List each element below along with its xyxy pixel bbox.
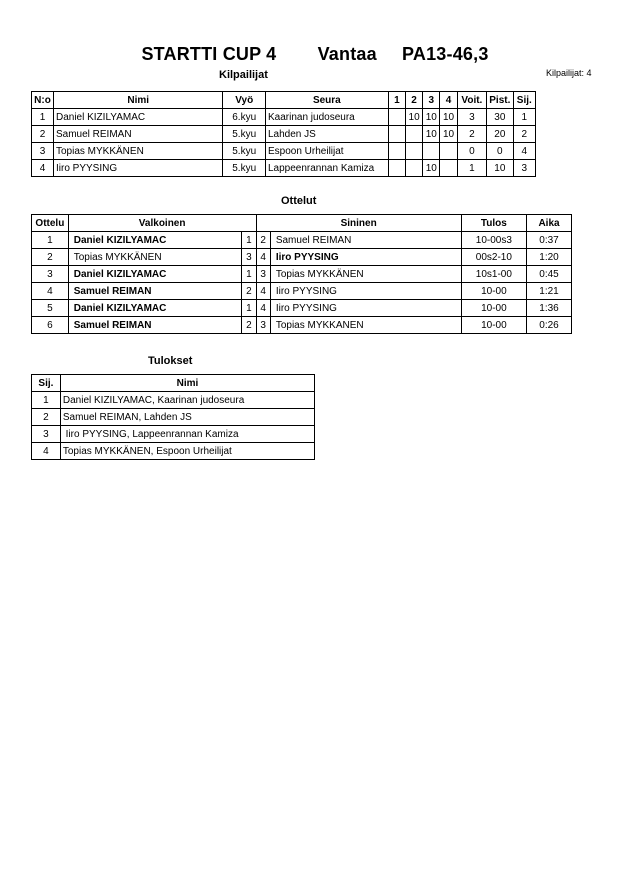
competitor-name: Daniel KIZILYAMAC (53, 109, 222, 126)
col-result: Tulos (461, 215, 526, 232)
competitor-wins: 0 (457, 143, 486, 160)
blue-competitor: Topias MYKKÄNEN (270, 266, 461, 283)
round-3-score: 10 (423, 126, 440, 143)
match-number: 2 (32, 249, 69, 266)
matches-table (31, 214, 572, 334)
blue-competitor: Iiro PYYSING (270, 249, 461, 266)
competitor-club: Lappeenrannan Kamiza (265, 160, 388, 177)
match-number: 1 (32, 232, 69, 249)
col-round-3: 3 (423, 92, 440, 109)
white-competitor: Topias MYKKÄNEN (68, 249, 242, 266)
match-row (32, 266, 572, 283)
match-time: 0:37 (527, 232, 572, 249)
round-4-score: 10 (440, 126, 457, 143)
competitor-number: 3 (32, 143, 54, 160)
blue-competitor: Topias MYKKANEN (270, 317, 461, 334)
col-blue: Sininen (256, 215, 461, 232)
match-time: 1:36 (527, 300, 572, 317)
competitor-name: Iiro PYYSING (53, 160, 222, 177)
competitor-row (32, 126, 536, 143)
round-4-score (440, 143, 457, 160)
blue-competitor: Samuel REIMAN (270, 232, 461, 249)
col-white: Valkoinen (68, 215, 256, 232)
match-row (32, 283, 572, 300)
round-2-score (405, 160, 422, 177)
match-result: 10-00 (461, 300, 526, 317)
round-1-score (388, 126, 405, 143)
competitors-count: Kilpailijat: 4 (546, 68, 592, 78)
match-time: 0:26 (527, 317, 572, 334)
col-number: N:o (32, 92, 54, 109)
blue-competitor: Iiro PYYSING (270, 283, 461, 300)
competitor-belt: 5.kyu (223, 126, 266, 143)
white-competitor-number: 2 (242, 283, 256, 300)
blue-competitor-number: 4 (256, 283, 270, 300)
results-heading: Tulokset (148, 355, 193, 367)
competitor-row (32, 143, 536, 160)
round-1-score (388, 160, 405, 177)
result-name: Iiro PYYSING, Lappeenrannan Kamiza (60, 426, 314, 443)
competitor-club: Kaarinan judoseura (265, 109, 388, 126)
result-place: 1 (32, 392, 61, 409)
competitor-belt: 6.kyu (223, 109, 266, 126)
result-place: 2 (32, 409, 61, 426)
matches-header-row (32, 215, 572, 232)
col-round-1: 1 (388, 92, 405, 109)
competitor-wins: 2 (457, 126, 486, 143)
col-round-2: 2 (405, 92, 422, 109)
competitor-number: 2 (32, 126, 54, 143)
result-row (32, 392, 315, 409)
col-match-number: Ottelu (32, 215, 69, 232)
round-1-score (388, 143, 405, 160)
col-place: Sij. (513, 92, 535, 109)
match-number: 5 (32, 300, 69, 317)
blue-competitor-number: 2 (256, 232, 270, 249)
event-title: STARTTI CUP 4 (141, 44, 277, 64)
match-row (32, 317, 572, 334)
blue-competitor: Iiro PYYSING (270, 300, 461, 317)
competitor-belt: 5.kyu (223, 143, 266, 160)
competitors-header-row (32, 92, 536, 109)
col-round-4: 4 (440, 92, 457, 109)
result-name: Topias MYKKÄNEN, Espoon Urheilijat (60, 443, 314, 460)
round-2-score (405, 126, 422, 143)
white-competitor: Samuel REIMAN (68, 317, 242, 334)
result-place: 4 (32, 443, 61, 460)
col-name: Nimi (53, 92, 222, 109)
match-number: 6 (32, 317, 69, 334)
competitor-points: 20 (487, 126, 514, 143)
match-result: 10-00 (461, 283, 526, 300)
white-competitor-number: 1 (242, 266, 256, 283)
col-time: Aika (527, 215, 572, 232)
col-belt: Vyö (223, 92, 266, 109)
match-time: 1:20 (527, 249, 572, 266)
competitor-row (32, 109, 536, 126)
result-name: Daniel KIZILYAMAC, Kaarinan judoseura (60, 392, 314, 409)
competitor-place: 4 (513, 143, 535, 160)
competitor-number: 4 (32, 160, 54, 177)
competitor-belt: 5.kyu (223, 160, 266, 177)
match-result: 10-00s3 (461, 232, 526, 249)
competitor-wins: 3 (457, 109, 486, 126)
competitor-wins: 1 (457, 160, 486, 177)
white-competitor: Daniel KIZILYAMAC (68, 300, 242, 317)
blue-competitor-number: 3 (256, 317, 270, 334)
match-result: 10s1-00 (461, 266, 526, 283)
white-competitor: Daniel KIZILYAMAC (68, 232, 242, 249)
result-row (32, 443, 315, 460)
results-header-row (32, 375, 315, 392)
blue-competitor-number: 4 (256, 249, 270, 266)
white-competitor: Samuel REIMAN (68, 283, 242, 300)
matches-heading: Ottelut (281, 195, 317, 207)
blue-competitor-number: 3 (256, 266, 270, 283)
col-result-place: Sij. (32, 375, 61, 392)
match-time: 1:21 (527, 283, 572, 300)
competitor-place: 3 (513, 160, 535, 177)
white-competitor-number: 1 (242, 300, 256, 317)
results-table (31, 374, 315, 460)
white-competitor-number: 3 (242, 249, 256, 266)
match-result: 10-00 (461, 317, 526, 334)
match-time: 0:45 (527, 266, 572, 283)
match-row (32, 249, 572, 266)
round-4-score: 10 (440, 109, 457, 126)
round-4-score (440, 160, 457, 177)
competitor-club: Espoon Urheilijat (265, 143, 388, 160)
competitor-points: 0 (487, 143, 514, 160)
col-result-name: Nimi (60, 375, 314, 392)
white-competitor-number: 1 (242, 232, 256, 249)
match-row (32, 232, 572, 249)
match-row (32, 300, 572, 317)
competitor-name: Samuel REIMAN (53, 126, 222, 143)
competitor-points: 10 (487, 160, 514, 177)
match-result: 00s2-10 (461, 249, 526, 266)
white-competitor: Daniel KIZILYAMAC (68, 266, 242, 283)
result-row (32, 409, 315, 426)
white-competitor-number: 2 (242, 317, 256, 334)
round-3-score (423, 143, 440, 160)
event-class: PA13-46,3 (402, 44, 489, 64)
round-1-score (388, 109, 405, 126)
result-row (32, 426, 315, 443)
competitors-table (31, 91, 536, 177)
col-club: Seura (265, 92, 388, 109)
round-2-score: 10 (405, 109, 422, 126)
round-3-score: 10 (423, 160, 440, 177)
competitor-place: 1 (513, 109, 535, 126)
competitor-number: 1 (32, 109, 54, 126)
event-city: Vantaa (317, 44, 377, 64)
competitors-heading: Kilpailijat (219, 69, 268, 81)
competitor-points: 30 (487, 109, 514, 126)
round-2-score (405, 143, 422, 160)
result-place: 3 (32, 426, 61, 443)
competitor-club: Lahden JS (265, 126, 388, 143)
col-wins: Voit. (457, 92, 486, 109)
result-name: Samuel REIMAN, Lahden JS (60, 409, 314, 426)
blue-competitor-number: 4 (256, 300, 270, 317)
match-number: 3 (32, 266, 69, 283)
competitor-row (32, 160, 536, 177)
round-3-score: 10 (423, 109, 440, 126)
competitor-name: Topias MYKKÄNEN (53, 143, 222, 160)
match-number: 4 (32, 283, 69, 300)
page-title (0, 44, 630, 65)
col-points: Pist. (487, 92, 514, 109)
competitor-place: 2 (513, 126, 535, 143)
